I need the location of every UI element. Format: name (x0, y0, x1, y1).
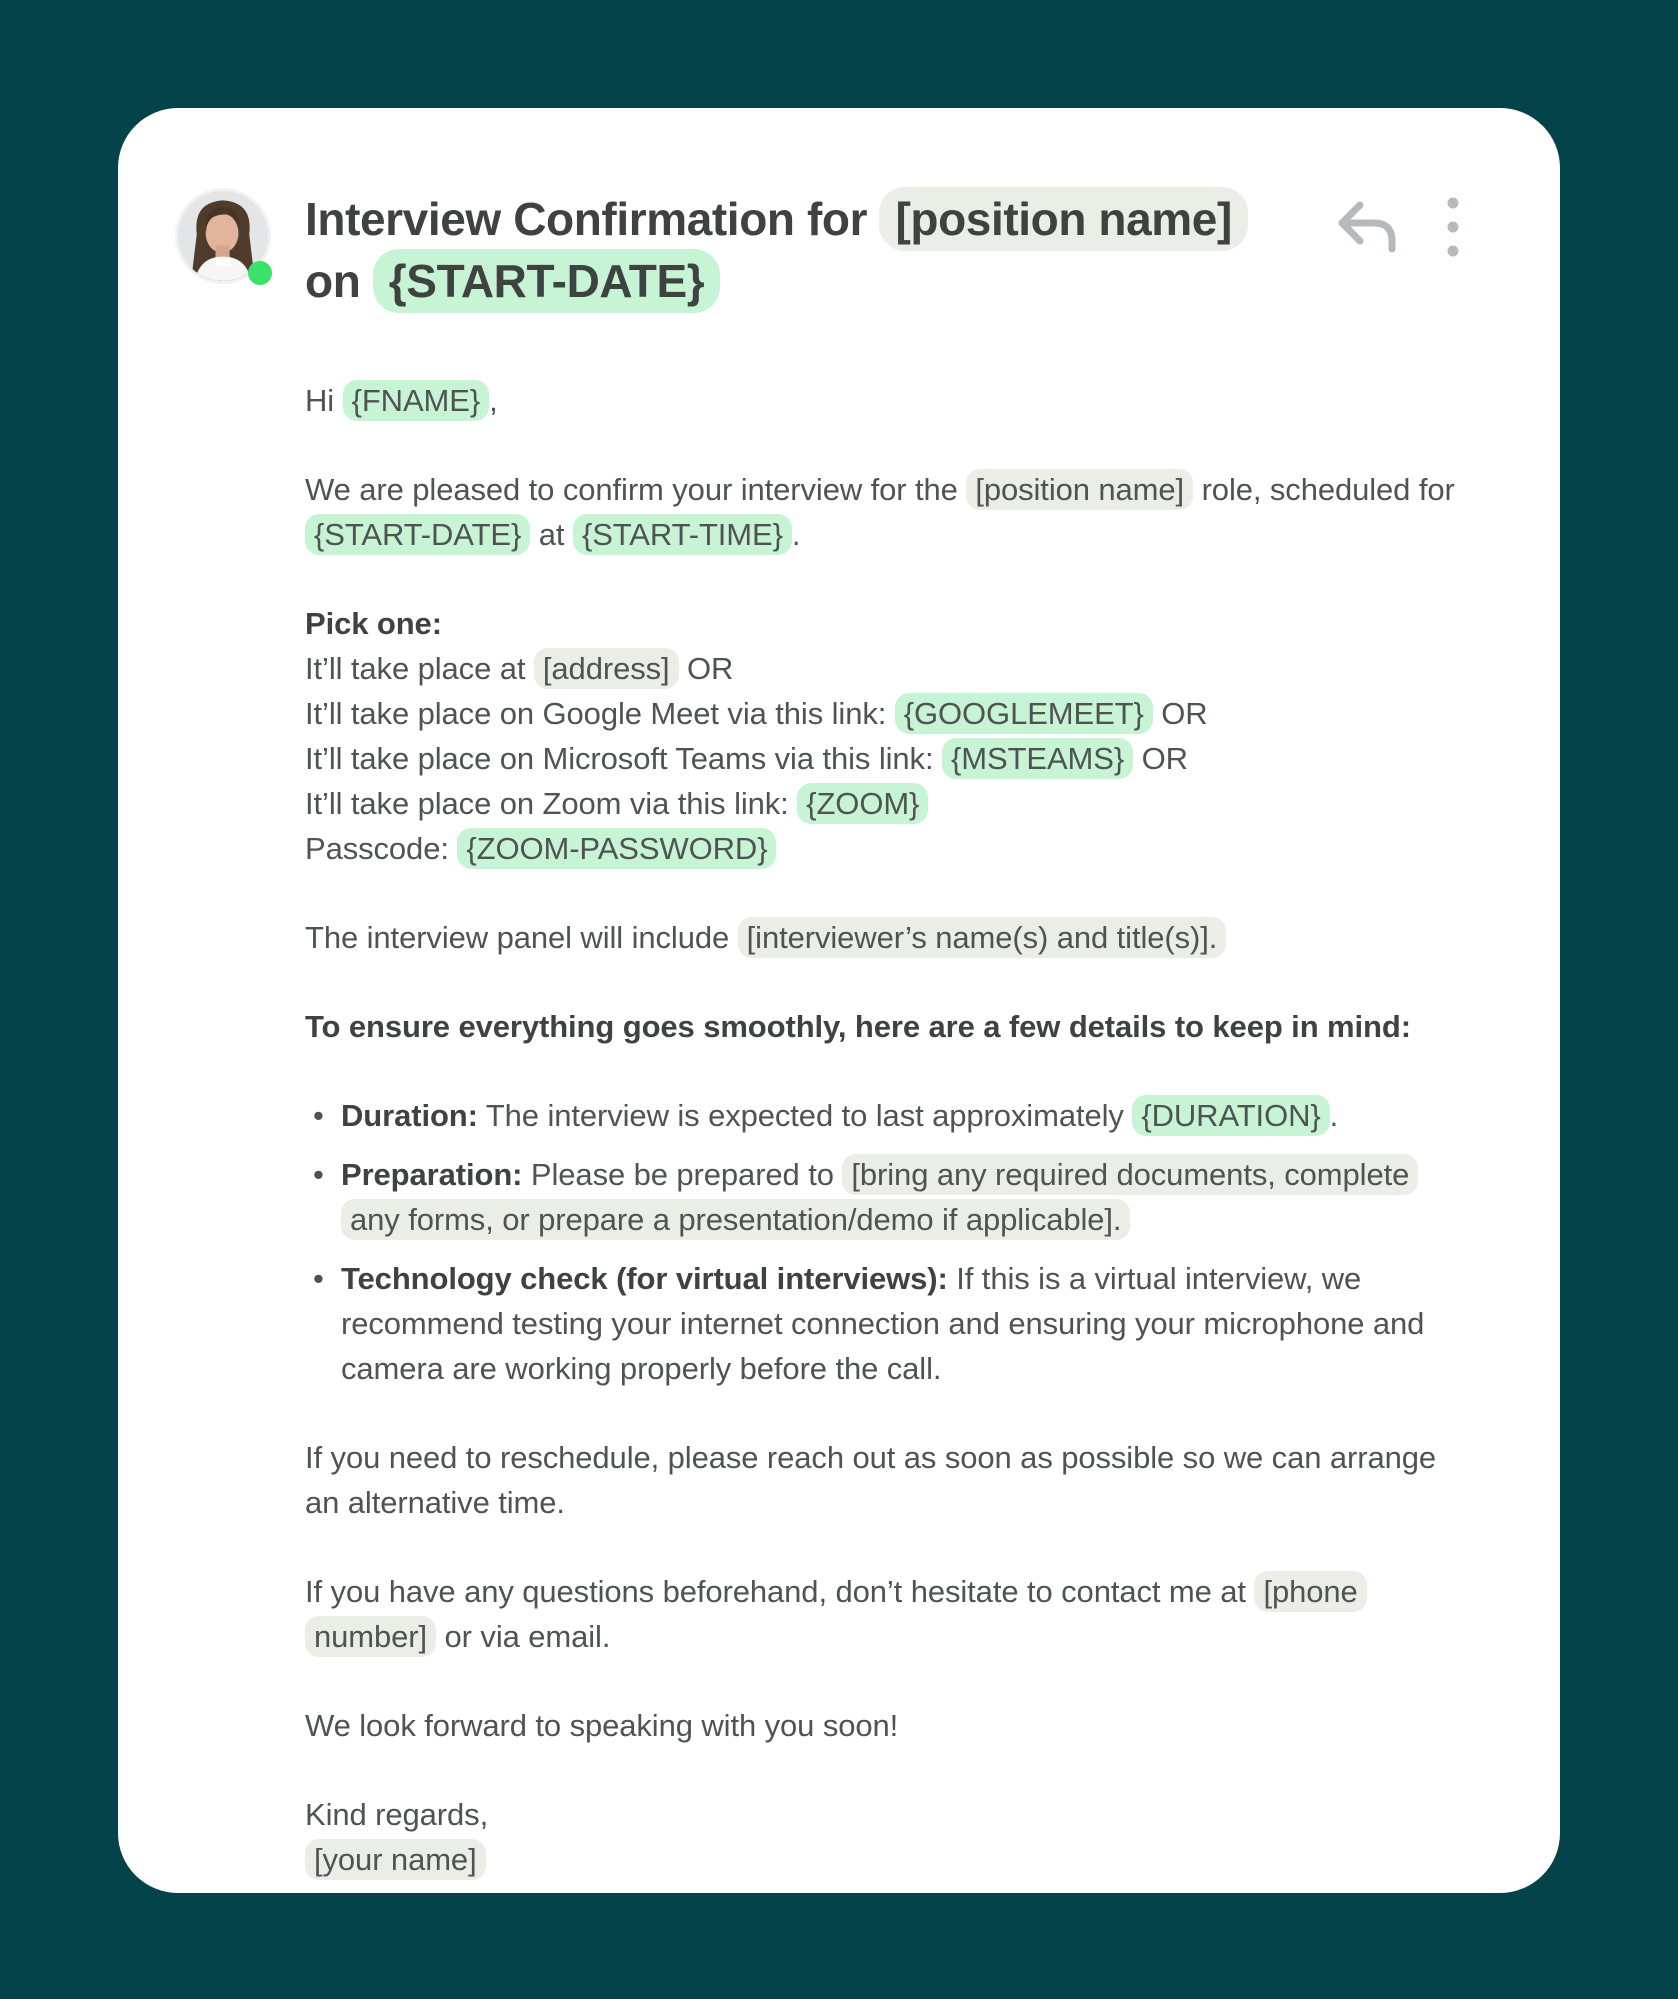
text-segment: Duration: (341, 1098, 478, 1133)
bracket-placeholder: [bring any required documents, complete any forms, or prepare a presentation/demo if applicable]. (341, 1154, 1418, 1240)
template-placeholder: {START-DATE} (373, 249, 721, 313)
text-segment: To ensure everything goes smoothly, here are a few details to keep in mind: (305, 1009, 1411, 1044)
text-segment: If this is a virtual interview, we recommend testing your internet connection and ensuring your microphone and camera are working properly before the call. (341, 1261, 1425, 1386)
template-placeholder: {GOOGLEMEET} (895, 693, 1153, 734)
text-segment: OR (678, 651, 734, 686)
template-placeholder: {ZOOM} (797, 783, 928, 824)
paragraph (305, 1703, 1465, 1748)
paragraph (305, 915, 1465, 960)
text-segment: Pick one: (305, 606, 442, 641)
email-card (118, 108, 1560, 1893)
email-body (305, 378, 1465, 1882)
template-placeholder: {START-DATE} (305, 514, 530, 555)
text-segment: If you need to reschedule, please reach out as soon as possible so we can arrange an alternative time. (305, 1440, 1437, 1520)
text-segment: OR (1133, 741, 1188, 776)
bracket-placeholder: [position name] (879, 187, 1247, 251)
text-segment: on (305, 255, 373, 307)
paragraph (305, 1435, 1465, 1525)
text-segment: If you have any questions beforehand, don’t hesitate to contact me at (305, 1574, 1255, 1609)
kebab-menu-icon (1446, 196, 1460, 258)
bracket-placeholder: [phone number] (305, 1571, 1367, 1657)
bullet-item (305, 1256, 1465, 1391)
bullet-item (305, 1093, 1465, 1138)
template-placeholder: {ZOOM-PASSWORD} (457, 828, 776, 869)
template-placeholder: {FNAME} (343, 380, 490, 421)
text-segment: It’ll take place on Microsoft Teams via this link: (305, 741, 942, 776)
reply-icon (1334, 197, 1400, 257)
header-actions (1334, 188, 1460, 258)
more-options-button[interactable] (1446, 196, 1460, 258)
bracket-placeholder: [position name] (966, 469, 1193, 510)
email-header (305, 188, 1460, 312)
paragraph (305, 601, 1465, 871)
paragraph (305, 1004, 1465, 1049)
text-segment: . (1329, 1098, 1339, 1133)
email-subject (305, 188, 1315, 312)
text-segment: Interview Confirmation for (305, 193, 880, 245)
bullet-list (305, 1093, 1465, 1391)
text-segment: at (530, 517, 573, 552)
paragraph (305, 1792, 1465, 1882)
text-segment: The interview panel will include (305, 920, 738, 955)
text-segment: Preparation: (341, 1157, 523, 1192)
text-segment: role, scheduled for (1193, 472, 1455, 507)
text-segment: We look forward to speaking with you soon! (305, 1708, 899, 1743)
paragraph (305, 467, 1465, 557)
text-segment: or via email. (436, 1619, 611, 1654)
paragraph (305, 1569, 1465, 1659)
text-segment: We are pleased to confirm your interview for the (305, 472, 967, 507)
bracket-placeholder: [address] (534, 648, 679, 689)
template-placeholder: {START-TIME} (573, 514, 792, 555)
text-segment: , (489, 383, 498, 418)
bracket-placeholder: [your name] (305, 1839, 486, 1880)
bullet-item (305, 1152, 1465, 1242)
bracket-placeholder: [interviewer’s name(s) and title(s)]. (738, 917, 1227, 958)
text-segment: It’ll take place on Zoom via this link: (305, 786, 798, 821)
text-segment: The interview is expected to last approximately (477, 1098, 1133, 1133)
template-placeholder: {DURATION} (1132, 1095, 1329, 1136)
paragraph (305, 378, 1465, 423)
sender-avatar (175, 188, 271, 284)
online-status-dot (248, 261, 272, 285)
text-segment: Technology check (for virtual interviews): (341, 1261, 948, 1296)
reply-button[interactable] (1334, 197, 1400, 257)
text-segment: Please be prepared to (522, 1157, 843, 1192)
text-segment: It’ll take place at (305, 651, 534, 686)
template-placeholder: {MSTEAMS} (942, 738, 1133, 779)
text-segment: It’ll take place on Google Meet via this link: (305, 696, 895, 731)
text-segment: OR (1152, 696, 1208, 731)
text-segment: Hi (305, 383, 343, 418)
text-segment: . (791, 517, 801, 552)
text-segment: Passcode: (305, 831, 458, 866)
text-segment: Kind regards, (305, 1797, 489, 1832)
